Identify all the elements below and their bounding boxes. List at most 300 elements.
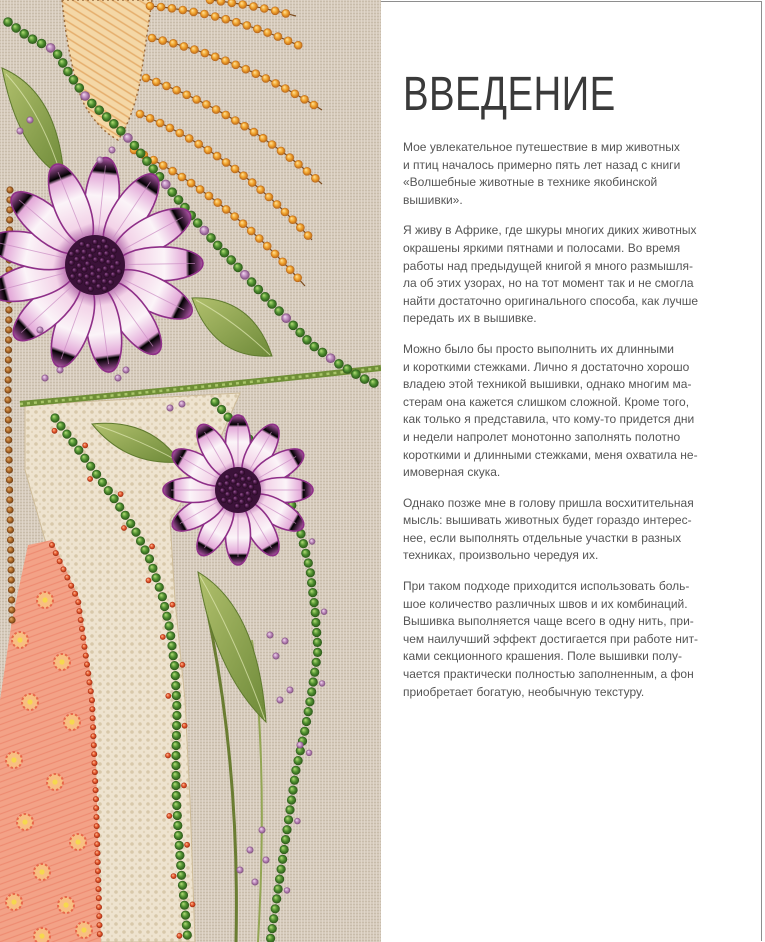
- green-bead: [56, 421, 65, 430]
- flower-center-bead: [233, 496, 239, 502]
- amber-bead: [192, 95, 201, 104]
- amber-bead: [253, 25, 262, 34]
- green-bead: [92, 470, 101, 479]
- flower-center-bead: [248, 484, 254, 490]
- green-bead: [312, 628, 321, 637]
- amber-bead: [248, 178, 257, 187]
- red-bead: [177, 933, 183, 939]
- green-bead: [326, 353, 336, 363]
- amber-bead: [259, 134, 268, 143]
- paragraph-line: владею этой техникой вышивки, однако многим ма-: [403, 377, 692, 392]
- amber-bead: [159, 161, 168, 170]
- green-bead: [130, 141, 140, 151]
- flower-center-bead: [101, 278, 107, 284]
- green-bead: [152, 573, 161, 582]
- amber-bead: [296, 223, 305, 232]
- amber-bead: [250, 128, 259, 137]
- paragraph-line: и птиц началось примерно пять лет назад с книги: [403, 157, 681, 172]
- green-bead: [282, 825, 291, 834]
- green-bead: [287, 795, 296, 804]
- green-bead: [123, 133, 133, 143]
- amber-bead: [311, 174, 320, 183]
- flower-center-bead: [77, 279, 83, 285]
- amber-bead: [194, 140, 203, 149]
- orange-bead: [93, 796, 99, 802]
- amber-bead: [168, 4, 177, 13]
- orange-bead: [85, 670, 91, 676]
- green-bead: [210, 397, 219, 406]
- paragraph-line: стерам она кажется слишком сложной. Кроме того,: [403, 394, 690, 409]
- paragraph-line: Мое увлекательное путешествие в мир животных: [403, 140, 680, 154]
- brown-bead: [5, 316, 12, 323]
- orange-bead: [64, 575, 70, 581]
- lilac-bead: [179, 401, 186, 408]
- amber-bead: [213, 198, 222, 207]
- green-bead: [183, 930, 192, 939]
- flower-center-bead: [96, 283, 102, 289]
- orange-bead: [94, 841, 100, 847]
- flower-center-bead: [239, 499, 245, 505]
- flower-center-bead: [96, 244, 102, 250]
- paragraph-line: ками секционного крашения. Поле вышивки полу-: [403, 649, 683, 664]
- green-bead: [271, 904, 280, 913]
- orange-bead: [80, 635, 86, 641]
- amber-bead: [196, 185, 205, 194]
- green-bead: [360, 374, 370, 384]
- green-bead: [307, 578, 316, 587]
- amber-bead: [281, 208, 290, 217]
- green-bead: [180, 901, 189, 910]
- orange-bead: [57, 558, 63, 564]
- green-bead: [304, 707, 313, 716]
- green-bead: [74, 446, 83, 455]
- green-bead: [28, 34, 38, 44]
- green-bead: [145, 554, 154, 563]
- green-bead: [174, 831, 183, 840]
- green-bead: [68, 438, 77, 447]
- flower-center-bead: [111, 247, 117, 253]
- paragraph-line: Однако позже мне в голову пришла восхитительная: [403, 495, 694, 510]
- lilac-bead: [252, 879, 259, 886]
- flower-center-bead: [246, 476, 252, 482]
- green-bead: [313, 648, 322, 657]
- amber-bead: [277, 147, 286, 156]
- amber-bead: [205, 192, 214, 201]
- amber-bead: [222, 158, 231, 167]
- flower-center-bead: [102, 286, 108, 292]
- lilac-bead: [167, 405, 174, 412]
- lilac-bead: [17, 128, 24, 135]
- amber-bead: [271, 79, 280, 88]
- amber-bead: [172, 86, 181, 95]
- brown-bead: [8, 616, 15, 623]
- green-bead: [136, 536, 145, 545]
- flower-center-bead: [88, 286, 94, 292]
- green-bead: [179, 891, 188, 900]
- green-bead: [178, 881, 187, 890]
- green-bead: [176, 861, 185, 870]
- amber-bead: [157, 3, 166, 12]
- green-bead: [19, 29, 29, 39]
- lilac-bead: [309, 538, 315, 544]
- flower-center-bead: [80, 255, 86, 261]
- brown-bead: [6, 186, 13, 193]
- green-bead: [295, 328, 305, 338]
- brown-bead: [6, 216, 13, 223]
- amber-bead: [189, 8, 198, 17]
- orange-bead: [91, 742, 97, 748]
- paragraph-line: короткими и длинными стежками, меня охватила не-: [403, 447, 698, 462]
- paragraph-line: «Волшебные животные в технике якобинской: [403, 175, 658, 190]
- red-bead: [149, 544, 155, 550]
- flower-center-bead: [244, 503, 250, 509]
- amber-bead: [294, 160, 303, 169]
- brown-bead: [5, 326, 12, 333]
- flower-center-bead: [103, 250, 109, 256]
- amber-bead: [284, 37, 293, 46]
- paragraph-line: При таком подходе приходится использовать боль-: [403, 579, 690, 594]
- green-bead: [69, 75, 79, 85]
- orange-bead: [89, 697, 95, 703]
- green-bead: [310, 598, 319, 607]
- flower-center-bead: [101, 238, 107, 244]
- text-panel: [381, 0, 765, 942]
- orange-bead: [95, 859, 101, 865]
- lilac-bead: [27, 117, 34, 124]
- orange-bead: [89, 706, 95, 712]
- amber-bead: [222, 205, 231, 214]
- orange-bead: [82, 644, 88, 650]
- amber-bead: [255, 234, 264, 243]
- green-bead: [50, 413, 59, 422]
- red-bead: [146, 578, 152, 584]
- green-bead: [299, 539, 308, 548]
- amber-bead: [146, 114, 155, 123]
- amber-bead: [247, 227, 256, 236]
- green-bead: [162, 612, 171, 621]
- chapter-title: ВВЕДЕНИЕ: [403, 68, 616, 121]
- green-bead: [140, 545, 149, 554]
- green-bead: [206, 233, 216, 243]
- green-bead: [172, 791, 181, 800]
- green-bead: [116, 126, 126, 136]
- flower-center-bead: [90, 247, 96, 253]
- green-bead: [177, 871, 186, 880]
- green-bead: [281, 835, 290, 844]
- amber-bead: [231, 165, 240, 174]
- green-bead: [98, 478, 107, 487]
- paragraph-line: Вышивка выполняется чаще всего в одну нить, при-: [403, 614, 694, 629]
- amber-bead: [211, 53, 220, 62]
- green-bead: [334, 359, 344, 369]
- orange-bead: [90, 715, 96, 721]
- amber-bead: [271, 250, 280, 259]
- flower-center-bead: [84, 274, 90, 280]
- green-bead: [115, 502, 124, 511]
- green-bead: [75, 83, 85, 93]
- flower-center-bead: [114, 260, 120, 266]
- green-bead: [274, 884, 283, 893]
- orange-bead: [78, 617, 84, 623]
- red-bead: [184, 842, 190, 848]
- lilac-bead: [282, 638, 289, 645]
- green-bead: [274, 306, 284, 316]
- green-bead: [226, 255, 236, 265]
- lilac-bead: [287, 687, 294, 694]
- amber-bead: [200, 10, 209, 19]
- green-bead: [62, 430, 71, 439]
- amber-bead: [239, 171, 248, 180]
- orange-bead: [75, 599, 81, 605]
- brown-bead: [7, 526, 14, 533]
- flower-center-bead: [68, 260, 74, 266]
- orange-bead: [97, 922, 103, 928]
- paragraph-line: шое количество различных швов и их комбинаций.: [403, 596, 688, 611]
- green-bead: [161, 180, 171, 190]
- orange-bead: [90, 724, 96, 730]
- flower-center-bead: [97, 251, 103, 257]
- brown-bead: [4, 396, 11, 403]
- amber-bead: [239, 219, 248, 228]
- green-bead: [172, 711, 181, 720]
- green-bead: [278, 855, 287, 864]
- lilac-bead: [321, 609, 327, 615]
- green-bead: [171, 771, 180, 780]
- paragraph-line: передать их в вышивке.: [403, 311, 537, 326]
- flower-center-bead: [230, 478, 236, 484]
- band-flower-center: [69, 719, 74, 724]
- brown-bead: [5, 346, 12, 353]
- flower-center-bead: [108, 279, 114, 285]
- flower-center-bead: [105, 259, 111, 265]
- orange-bead: [95, 850, 101, 856]
- paragraph-line: и короткими стежками. Лично я достаточно хорошо: [403, 359, 690, 374]
- amber-bead: [169, 39, 178, 48]
- flower-center-bead: [227, 498, 233, 504]
- amber-bead: [252, 69, 261, 78]
- green-bead: [269, 914, 278, 923]
- flower-center-bead: [116, 269, 122, 275]
- orange-bead: [94, 814, 100, 820]
- flower-center-bead: [75, 248, 81, 254]
- amber-bead: [274, 32, 283, 41]
- paragraph: [403, 578, 755, 701]
- flower-center-bead: [96, 267, 102, 273]
- paragraph-line: приобретает богатую, необычную текстуру.: [403, 684, 645, 699]
- amber-bead: [273, 200, 282, 209]
- flower-center-bead: [245, 491, 251, 497]
- red-bead: [52, 428, 58, 434]
- orange-bead: [95, 877, 101, 883]
- amber-bead: [180, 42, 189, 51]
- embroidery-illustration: [0, 0, 381, 942]
- lilac-bead: [57, 367, 64, 374]
- band-flower-center: [17, 637, 22, 642]
- green-bead: [58, 58, 68, 68]
- red-bead: [166, 813, 172, 819]
- green-bead: [247, 277, 257, 287]
- paragraph-line: окрашены яркими пятнами и полосами. Во время: [403, 240, 681, 255]
- brown-bead: [5, 406, 12, 413]
- orange-bead: [90, 733, 96, 739]
- brown-bead: [6, 486, 13, 493]
- lilac-bead: [247, 847, 254, 854]
- flower-center-bead: [96, 274, 102, 280]
- amber-bead: [185, 134, 194, 143]
- paragraph-line: вышивки».: [403, 192, 463, 207]
- lilac-bead: [273, 653, 280, 660]
- green-bead: [193, 218, 203, 228]
- green-bead: [173, 811, 182, 820]
- brown-bead: [5, 386, 12, 393]
- flower-center-bead: [109, 264, 115, 270]
- brown-bead: [5, 436, 12, 443]
- green-bead: [109, 119, 119, 129]
- brown-bead: [5, 356, 12, 363]
- green-bead: [313, 638, 322, 647]
- green-bead: [172, 721, 181, 730]
- green-bead: [104, 486, 113, 495]
- green-bead: [172, 801, 181, 810]
- lilac-bead: [319, 680, 325, 686]
- green-bead: [281, 313, 291, 323]
- flower-center-bead: [87, 253, 93, 259]
- flower-center-bead: [99, 257, 105, 263]
- lilac-bead: [306, 750, 312, 756]
- paragraph-line: имоверная скука.: [403, 465, 501, 480]
- orange-bead: [88, 688, 94, 694]
- green-bead: [11, 23, 21, 33]
- green-bead: [80, 454, 89, 463]
- green-bead: [291, 766, 300, 775]
- paragraph-line: чается практически полностью заполненным, а фон: [403, 667, 694, 682]
- green-bead: [302, 335, 312, 345]
- amber-bead: [281, 84, 290, 93]
- brown-bead: [5, 426, 12, 433]
- orange-bead: [87, 679, 93, 685]
- amber-bead: [263, 242, 272, 251]
- green-bead: [351, 369, 361, 379]
- amber-bead: [232, 18, 241, 27]
- green-bead: [142, 156, 152, 166]
- green-bead: [171, 681, 180, 690]
- green-bead: [172, 701, 181, 710]
- green-bead: [94, 105, 104, 115]
- amber-bead: [291, 90, 300, 99]
- flower-center-bead: [91, 279, 97, 285]
- green-bead: [306, 568, 315, 577]
- paragraph-line: нее, если выполнять отдельные участки в разных: [403, 530, 682, 545]
- green-bead: [308, 588, 317, 597]
- amber-bead: [300, 95, 309, 104]
- green-bead: [217, 405, 226, 414]
- amber-bead: [271, 7, 280, 16]
- green-bead: [311, 608, 320, 617]
- orange-bead: [93, 805, 99, 811]
- brown-bead: [8, 596, 15, 603]
- paragraph: [403, 139, 755, 209]
- green-bead: [280, 845, 289, 854]
- flower-center-bead: [235, 482, 241, 488]
- green-bead: [160, 602, 169, 611]
- red-bead: [165, 693, 171, 699]
- amber-bead: [243, 21, 252, 30]
- orange-bead: [49, 542, 55, 548]
- brown-bead: [5, 376, 12, 383]
- flower-center-bead: [84, 261, 90, 267]
- green-bead: [181, 911, 190, 920]
- red-bead: [170, 602, 176, 608]
- amber-bead: [249, 2, 258, 11]
- lilac-bead: [284, 887, 290, 893]
- flower-center-bead: [102, 266, 108, 272]
- amber-bead: [282, 9, 291, 18]
- green-bead: [267, 299, 277, 309]
- flower-center-bead: [239, 470, 245, 476]
- flower-center-bead: [81, 249, 87, 255]
- green-bead: [3, 17, 13, 27]
- amber-bead: [166, 124, 175, 133]
- amber-bead: [190, 45, 199, 54]
- amber-bead: [238, 0, 247, 9]
- flower-center-bead: [217, 481, 223, 487]
- amber-bead: [263, 28, 272, 37]
- green-bead: [171, 751, 180, 760]
- orange-bead: [83, 653, 89, 659]
- lilac-bead: [123, 367, 130, 374]
- paragraph-line: и недели напролет монотонно заполнять полотно: [403, 429, 681, 444]
- flower-center-bead: [84, 280, 90, 286]
- red-bead: [190, 902, 196, 908]
- green-bead: [155, 583, 164, 592]
- lilac-bead: [37, 327, 44, 334]
- green-bead: [288, 786, 297, 795]
- lilac-bead: [237, 867, 244, 874]
- amber-bead: [260, 4, 269, 13]
- green-bead: [284, 815, 293, 824]
- band-flower-center: [39, 869, 44, 874]
- orange-bead: [84, 662, 90, 668]
- amber-bead: [242, 65, 251, 74]
- lilac-bead: [97, 157, 104, 164]
- paragraph-line: как только я представила, что кому-то придется дни: [403, 412, 695, 427]
- amber-bead: [294, 41, 303, 50]
- green-bead: [343, 364, 353, 374]
- green-bead: [172, 691, 181, 700]
- amber-bead: [175, 129, 184, 138]
- flower-center-bead: [233, 473, 239, 479]
- green-bead: [174, 195, 184, 205]
- orange-bead: [61, 566, 67, 572]
- brown-bead: [8, 566, 15, 573]
- brown-bead: [6, 496, 13, 503]
- flower-center-bead: [81, 266, 87, 272]
- green-bead: [213, 241, 223, 251]
- orange-bead: [68, 583, 74, 589]
- amber-bead: [256, 185, 265, 194]
- band-flower-center: [39, 933, 44, 938]
- green-bead: [80, 91, 90, 101]
- paragraph-line: Можно было бы просто выполнить их длинными: [403, 341, 674, 356]
- flower-center-bead: [246, 497, 252, 503]
- green-bead: [182, 921, 191, 930]
- brown-bead: [5, 306, 12, 313]
- lilac-bead: [109, 147, 116, 154]
- green-bead: [171, 761, 180, 770]
- paragraph-line: техниках, произвольно чередуя их.: [403, 548, 599, 563]
- brown-bead: [5, 416, 12, 423]
- brown-bead: [6, 456, 13, 463]
